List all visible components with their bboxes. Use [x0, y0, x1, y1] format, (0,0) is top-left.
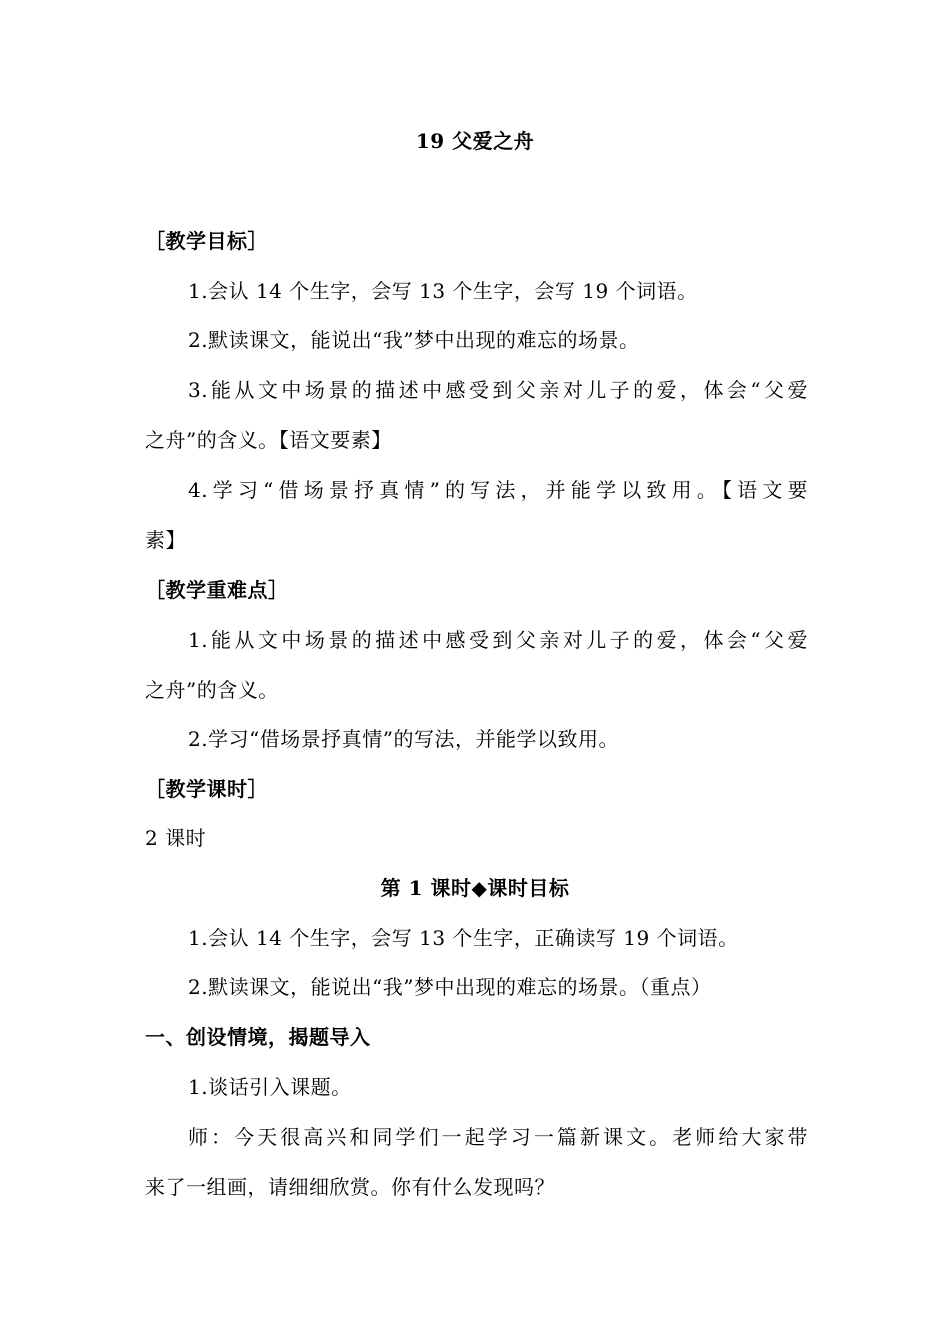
goal-item: 4.学习“借场景抒真情”的写法，并能学以致用。【语文要 [188, 478, 808, 502]
part1-paragraph-continuation: 来了一组画，请细细欣赏。你有什么发现吗？ [145, 1175, 555, 1199]
goal-item-continuation: 之舟”的含义。【语文要素】 [145, 428, 392, 452]
section-heading-periods: ［教学课时］ [145, 777, 268, 801]
goal-item: 2.默读课文，能说出“我”梦中出现的难忘的场景。 [188, 328, 640, 352]
lesson1-goal-item: 2.默读课文，能说出“我”梦中出现的难忘的场景。（重点） [188, 975, 712, 999]
periods-value: 2 课时 [145, 826, 207, 850]
part1-paragraph: 师：今天很高兴和同学们一起学习一篇新课文。老师给大家带 [188, 1125, 808, 1149]
goal-item-continuation: 素】 [145, 528, 186, 552]
lesson1-heading: 第 1 课时◆课时目标 [380, 876, 570, 900]
lesson1-goal-item: 1.会认 14 个生字，会写 13 个生字，正确读写 19 个词语。 [188, 926, 739, 950]
part1-heading: 一、创设情境，揭题导入 [145, 1025, 371, 1049]
document-title: 19 父爱之舟 [415, 129, 535, 153]
goal-item: 1.会认 14 个生字，会写 13 个生字，会写 19 个词语。 [188, 279, 698, 303]
goal-item: 3.能从文中场景的描述中感受到父亲对儿子的爱，体会“父爱 [188, 378, 808, 402]
part1-item: 1.谈话引入课题。 [188, 1075, 352, 1099]
key-point-item: 1.能从文中场景的描述中感受到父亲对儿子的爱，体会“父爱 [188, 628, 808, 652]
section-heading-key-points: ［教学重难点］ [145, 578, 289, 602]
key-point-item: 2.学习“借场景抒真情”的写法，并能学以致用。 [188, 727, 620, 751]
section-heading-goals: ［教学目标］ [145, 229, 268, 253]
key-point-item-continuation: 之舟”的含义。 [145, 678, 279, 702]
